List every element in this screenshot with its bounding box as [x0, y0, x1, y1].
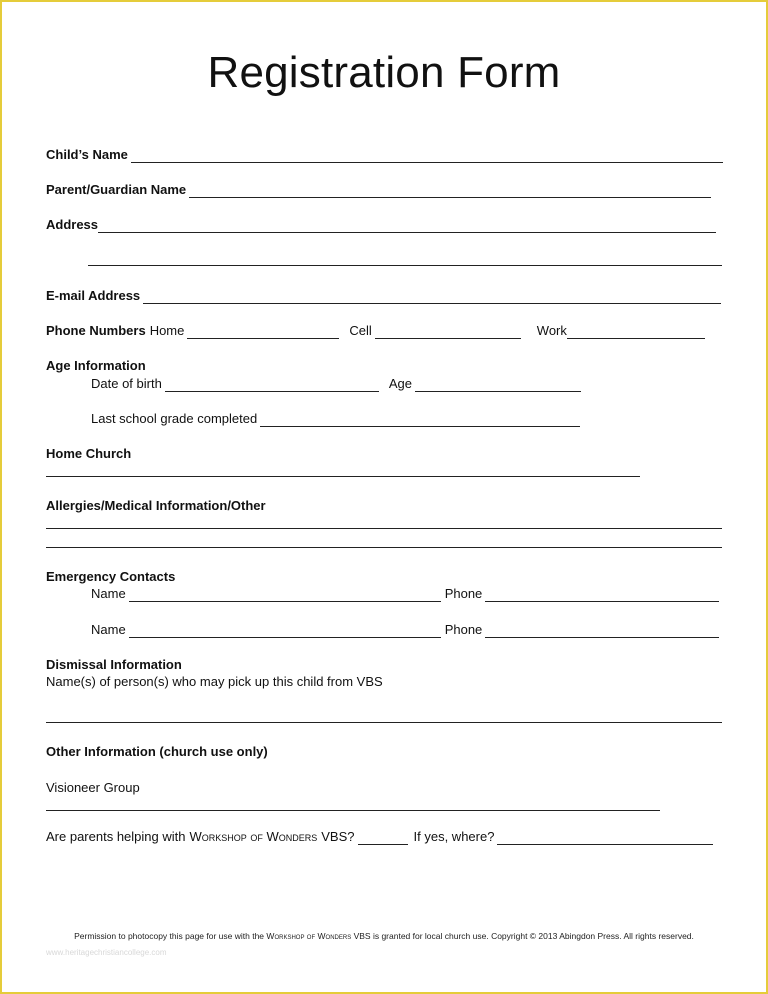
emergency-contact-2-phone-field[interactable]: [485, 625, 719, 638]
form-title: Registration Form: [207, 48, 561, 97]
home-church-line-row: [46, 464, 640, 477]
other-information-heading-row: [46, 744, 268, 760]
last-school-grade-label: Last school grade completed: [91, 411, 258, 426]
if-yes-field[interactable]: [497, 832, 713, 845]
dismissal-description-row: [46, 674, 383, 690]
last-school-grade-row: [91, 411, 580, 427]
allergies-field-line-2[interactable]: [46, 535, 722, 548]
parents-helping-prefix: Are parents helping with: [46, 829, 186, 844]
emergency-contact-1-phone-label: Phone: [444, 586, 483, 601]
last-school-grade-field[interactable]: [260, 414, 580, 427]
home-church-heading: Home Church: [46, 446, 132, 461]
age-field[interactable]: [415, 379, 581, 392]
phone-cell-label: Cell: [349, 323, 372, 338]
phone-cell-field[interactable]: [375, 326, 521, 339]
allergies-heading: Allergies/Medical Information/Other: [46, 498, 266, 513]
parents-helping-row: [46, 829, 713, 845]
parents-helping-suffix: VBS?: [321, 829, 355, 844]
allergies-heading-row: [46, 498, 266, 514]
email-field[interactable]: [143, 291, 721, 304]
phone-numbers-label: Phone Numbers: [46, 323, 146, 338]
parents-helping-program: Workshop of Wonders: [189, 829, 318, 844]
phone-home-field[interactable]: [187, 326, 339, 339]
dismissal-heading: Dismissal Information: [46, 657, 182, 672]
emergency-contact-2-phone-label: Phone: [444, 622, 483, 637]
emergency-contact-1-name-field[interactable]: [129, 589, 441, 602]
allergies-line-row-1: [46, 516, 722, 529]
dismissal-field[interactable]: [46, 710, 722, 723]
emergency-contact-2-name-field[interactable]: [129, 625, 441, 638]
footer-program: Workshop of Wonders: [266, 931, 352, 941]
phone-work-field[interactable]: [567, 326, 705, 339]
visioneer-group-field[interactable]: [46, 798, 660, 811]
allergies-line-row-2: [46, 535, 722, 548]
if-yes-label: If yes, where?: [413, 829, 495, 844]
visioneer-group-label: Visioneer Group: [46, 780, 140, 795]
emergency-contact-1-row: [91, 586, 719, 602]
childs-name-field[interactable]: [131, 150, 723, 163]
date-of-birth-label: Date of birth: [91, 376, 162, 391]
allergies-field-line-1[interactable]: [46, 516, 722, 529]
parent-guardian-field[interactable]: [189, 185, 711, 198]
address-field-line-1[interactable]: [98, 220, 716, 233]
emergency-contacts-heading: Emergency Contacts: [46, 569, 176, 584]
footer-prefix: Permission to photocopy this page for use with the: [74, 931, 265, 941]
address-field-line-2[interactable]: [88, 253, 722, 266]
home-church-field[interactable]: [46, 464, 640, 477]
other-information-heading: Other Information (church use only): [46, 744, 268, 759]
address-label: Address: [46, 217, 99, 232]
phone-work-label: Work: [536, 323, 567, 338]
email-label: E-mail Address: [46, 288, 141, 303]
phone-numbers-row: [46, 323, 705, 339]
footer-suffix: VBS is granted for local church use. Copyright © 2013 Abingdon Press. All rights reserved.: [353, 931, 694, 941]
copyright-footer: [2, 931, 766, 941]
visioneer-group-line-row: [46, 798, 660, 811]
address-row-2: [88, 253, 722, 266]
visioneer-group-row: [46, 780, 140, 796]
parents-helping-field[interactable]: [358, 832, 408, 845]
age-information-heading-row: [46, 358, 146, 374]
age-information-heading: Age Information: [46, 358, 146, 373]
watermark-text: www.heritagechristiancollege.com: [46, 948, 167, 957]
dismissal-heading-row: [46, 657, 182, 673]
date-of-birth-row: [91, 376, 581, 392]
emergency-contact-2-name-label: Name: [91, 622, 126, 637]
dismissal-line-row: [46, 710, 722, 723]
home-church-heading-row: [46, 446, 131, 462]
childs-name-label: Child’s Name: [46, 147, 128, 162]
phone-home-label: Home: [149, 323, 185, 338]
parent-guardian-row: [46, 182, 711, 198]
date-of-birth-field[interactable]: [165, 379, 379, 392]
emergency-contacts-heading-row: [46, 569, 175, 585]
emergency-contact-1-name-label: Name: [91, 586, 126, 601]
address-row: [46, 217, 716, 233]
age-label: Age: [388, 376, 412, 391]
childs-name-row: [46, 147, 723, 163]
dismissal-description: Name(s) of person(s) who may pick up this child from VBS: [46, 674, 383, 689]
emergency-contact-1-phone-field[interactable]: [485, 589, 719, 602]
email-row: [46, 288, 721, 304]
emergency-contact-2-row: [91, 622, 719, 638]
parent-guardian-label: Parent/Guardian Name: [46, 182, 187, 197]
